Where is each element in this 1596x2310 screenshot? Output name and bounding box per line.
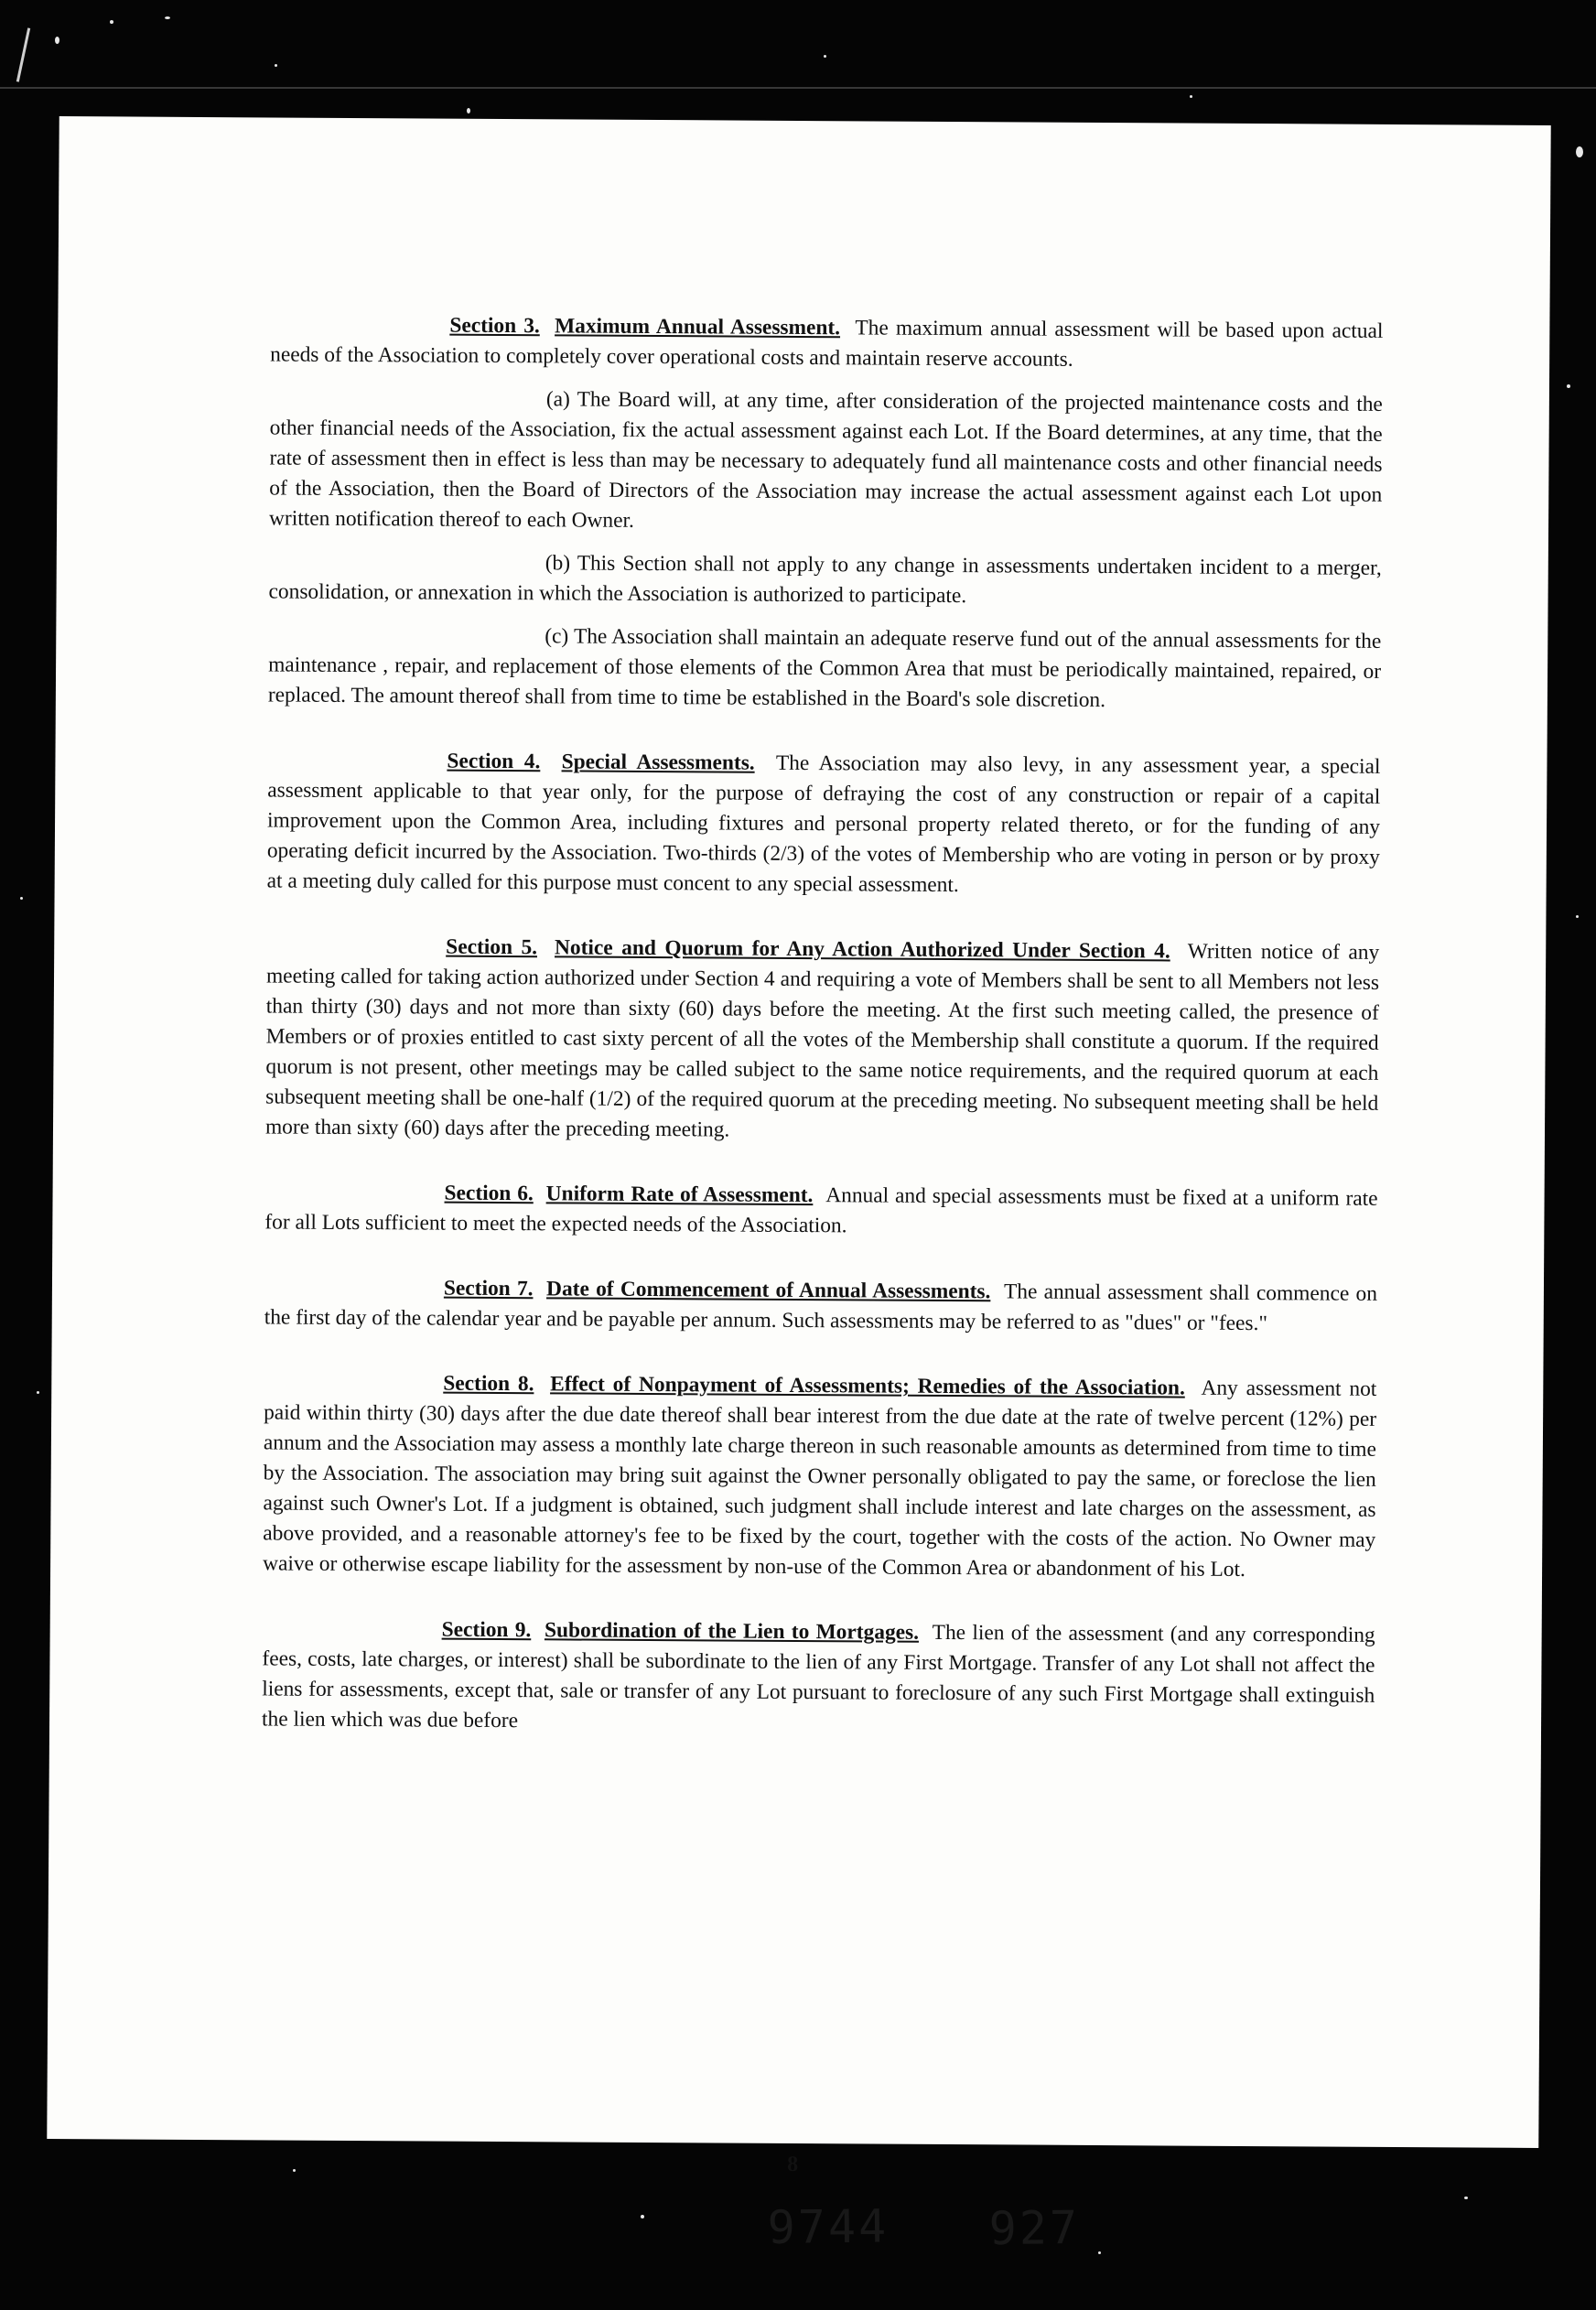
document-body [262,309,1384,1754]
section-3-subsection-b: (b) This Section shall not apply to any change in assessments undertaken incident to a merger, consolidation, or annexation in which the Association is authorized to participate. [268,551,1382,609]
scan-noise [16,27,30,81]
section-6-label: Section 6. [444,1181,534,1206]
section-6-text: Annual and special assessments must be fixed at a uniform rate for all Lots sufficient to meet the expected needs of the Association. [264,1183,1378,1238]
scan-noise [1576,915,1579,918]
section-9-title: Subordination of the Lien to Mortgages. [544,1618,920,1645]
section-8-label: Section 8. [443,1371,534,1397]
section-9-label: Section 9. [441,1617,532,1643]
section-4-title: Special Assessments. [561,750,755,775]
section-5-title: Notice and Quorum for Any Action Authorized Under Section 4. [554,935,1170,964]
section-8-title: Effect of Nonpayment of Assessments; Remedies of the Association. [550,1372,1185,1400]
section-3-subsection-a: (a) The Board will, at any time, after consideration of the projected maintenance costs and the other financial needs of the Association, fix the actual assessment against each Lot. If the Board determines, at any time, that the rate of assessment then in effect is less than may be necessary to adequately fund all maintenance costs and other financial needs of the Association, then the Board of Directors of the Association may increase the actual assessment against each Lot upon written notification thereof to each Owner. [269,387,1383,533]
scan-noise [0,87,1596,89]
stamp-book-number: 9744 [767,2199,890,2254]
scan-noise [1464,2197,1468,2199]
document-page [47,116,1550,2256]
scan-noise [110,20,113,24]
section-9-paragraph [262,1614,1375,1741]
scan-noise [165,16,170,19]
scan-noise [1190,95,1192,98]
section-5-label: Section 5. [446,934,538,960]
page-number: 8 [787,2152,799,2177]
section-4-label: Section 4. [447,749,541,774]
scan-noise [824,55,826,58]
scan-noise [20,897,23,900]
scan-noise [275,64,277,67]
section-9-text: The lien of the assessment (and any corresponding fees, costs, late charges, or interest) shall be subordinate to the lien of any First Mortgage. Transfer of any Lot shall not affect the liens for assessments, except that, sale or transfer of any Lot pursuant to foreclosure of any such First Mortgage shall extinguish the lien which was due before [261,1620,1375,1733]
section-3-title: Maximum Annual Assessment. [555,314,841,340]
section-7-title: Date of Commencement of Annual Assessments. [546,1277,991,1304]
scan-noise [55,37,59,44]
scan-noise [467,108,470,113]
section-7-text: The annual assessment shall commence on the first day of the calendar year and be payable per annum. Such assessments may be referred to as "dues" or "fees." [264,1279,1378,1336]
scan-noise [1098,2251,1101,2254]
scan-noise [641,2215,644,2218]
section-7-paragraph [264,1272,1377,1339]
scan-noise [1576,146,1583,157]
section-4-text: The Association may also levy, in any assessment year, a special assessment applicable to that year only, for the purpose of defraying the cost of any construction or repair of a capital improvement upon the Common Area, including fixtures and personal property related thereto, or for the funding of any operating deficit incurred by the Association. Two-thirds (2/3) of the votes of Membership who are voting in person or by proxy at a meeting duly called for this purpose must concent to any special assessment. [266,750,1381,898]
section-3-label: Section 3. [449,313,540,339]
section-3-text: The maximum annual assessment will be based upon actual needs of the Association to completely cover operational costs and maintain reserve accounts. [270,316,1384,372]
section-6-paragraph [264,1177,1377,1244]
section-4-paragraph [267,745,1381,902]
scan-noise [1567,384,1570,388]
section-3-subsection-c: (c) The Association shall maintain an adequate reserve fund out of the annual assessments for the maintenance , repair, and replacement of those elements of the Common Area that must be periodically maintained, repaired, or replaced. The amount thereof shall from time to time be established in the Board's sole discretion. [267,624,1382,713]
section-5-paragraph [265,931,1379,1149]
section-8-text: Any assessment not paid within thirty (30) days after the due date thereof shall bear interest from the due date at the rate of twelve percent (12%) per annum and the Association may assess a monthly late charge thereon in such reasonable amounts as determined from time to time by the Association. The association may bring suit against the Owner personally obligated to pay the same, or foreclose the lien against such Owner's Lot. If a judgment is obtained, such judgment shall include interest and late charges on the assessment, as above provided, and a reasonable attorney's fee to be fixed by the court, together with the costs of the action. No Owner may waive or otherwise escape liability for the assessment by non-use of the Common Area or abandonment of his Lot. [263,1376,1377,1581]
scan-noise [37,1391,39,1394]
section-6-title: Uniform Rate of Assessment. [545,1182,814,1208]
stamp-page-number: 927 [988,2201,1081,2256]
section-5-text: Written notice of any meeting called for taking action authorized under Section 4 and requiring a vote of Members shall be sent to all Members not less than thirty (30) days and not more than sixty (60) days before the meeting. At the first such meeting called, the presence of Members or of proxies entitled to cast sixty percent of all the votes of the Membership shall constitute a quorum. If the required quorum is not present, other meetings may be called subject to the same notice requirements, and the required quorum at each subsequent meeting shall be one-half (1/2) of the required quorum at the preceding meeting. No subsequent meeting shall be held more than sixty (60) days after the preceding meeting. [264,939,1380,1142]
section-8-paragraph [263,1367,1376,1585]
section-3-paragraph [270,309,1383,376]
section-7-label: Section 7. [443,1276,534,1301]
